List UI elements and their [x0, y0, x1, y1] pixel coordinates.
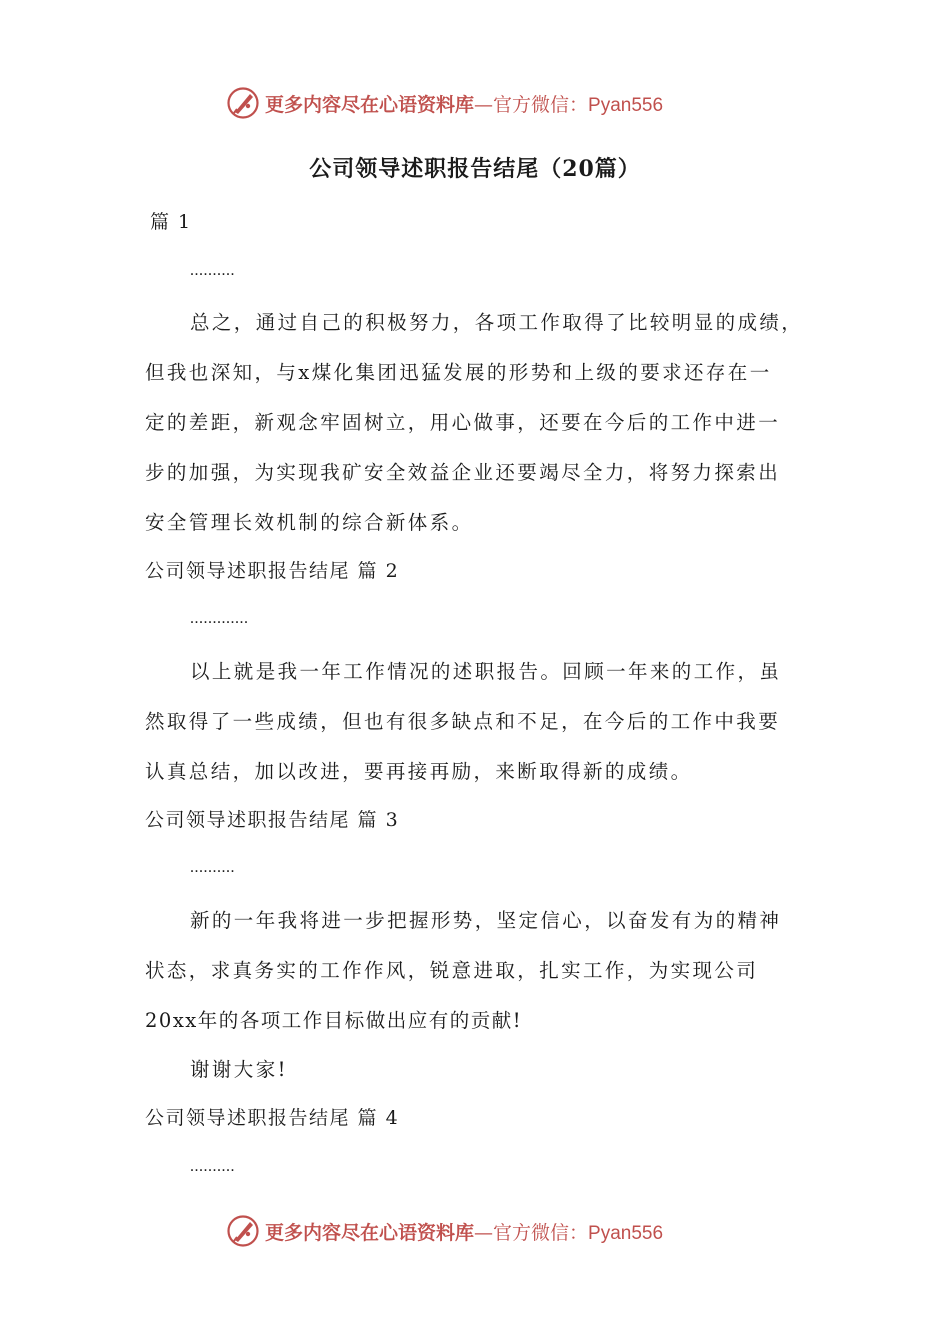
section-heading: 公司领导述职报告结尾 篇 4: [145, 1107, 400, 1129]
section-heading: 公司领导述职报告结尾 篇 3: [145, 809, 400, 831]
wechat-id: Pyan556: [588, 95, 664, 116]
paragraph-line: 新的一年我将进一步把握形势，坚定信心，以奋发有为的精神: [190, 909, 782, 932]
wechat-id: Pyan556: [588, 1223, 664, 1244]
ellipsis: .............: [190, 610, 249, 627]
paragraph-line: 以上就是我一年工作情况的述职报告。回顾一年来的工作，虽: [190, 660, 782, 683]
paragraph-line: 定的差距，新观念牢固树立，用心做事，还要在今后的工作中进一: [145, 411, 781, 434]
section-heading: 篇 1: [150, 211, 192, 233]
paragraph-line: 20xx年的各项工作目标做出应有的贡献!: [145, 1009, 523, 1032]
quill-logo-icon: [226, 1214, 260, 1248]
paragraph-line: 认真总结，加以改进，要再接再励，来断取得新的成绩。: [145, 760, 693, 783]
banner-text: 更多内容尽在心语资料库—官方微信：Pyan556: [265, 1222, 664, 1244]
paragraph-line: 安全管理长效机制的综合新体系。: [145, 511, 474, 534]
quill-logo-icon: [226, 86, 260, 120]
ellipsis: ..........: [190, 1158, 235, 1175]
page-title: 公司领导述职报告结尾（20篇）: [309, 156, 641, 182]
paragraph-line: 步的加强，为实现我矿安全效益企业还要竭尽全力，将努力探索出: [145, 461, 781, 484]
paragraph-line: 但我也深知，与x煤化集团迅猛发展的形势和上级的要求还存在一: [145, 361, 772, 384]
paragraph-line: 然取得了一些成绩，但也有很多缺点和不足，在今后的工作中我要: [145, 710, 781, 733]
footer-banner: [0, 1211, 950, 1251]
paragraph-line: 总之，通过自己的积极努力，各项工作取得了比较明显的成绩，: [190, 311, 804, 334]
ellipsis: ..........: [190, 859, 235, 876]
header-banner: [0, 83, 950, 123]
paragraph-line: 谢谢大家!: [190, 1058, 288, 1081]
ellipsis: ..........: [190, 262, 235, 279]
paragraph-line: 状态，求真务实的工作作风，锐意进取，扎实工作，为实现公司: [145, 959, 759, 982]
banner-text: 更多内容尽在心语资料库—官方微信：Pyan556: [265, 94, 664, 116]
section-heading: 公司领导述职报告结尾 篇 2: [145, 560, 400, 582]
